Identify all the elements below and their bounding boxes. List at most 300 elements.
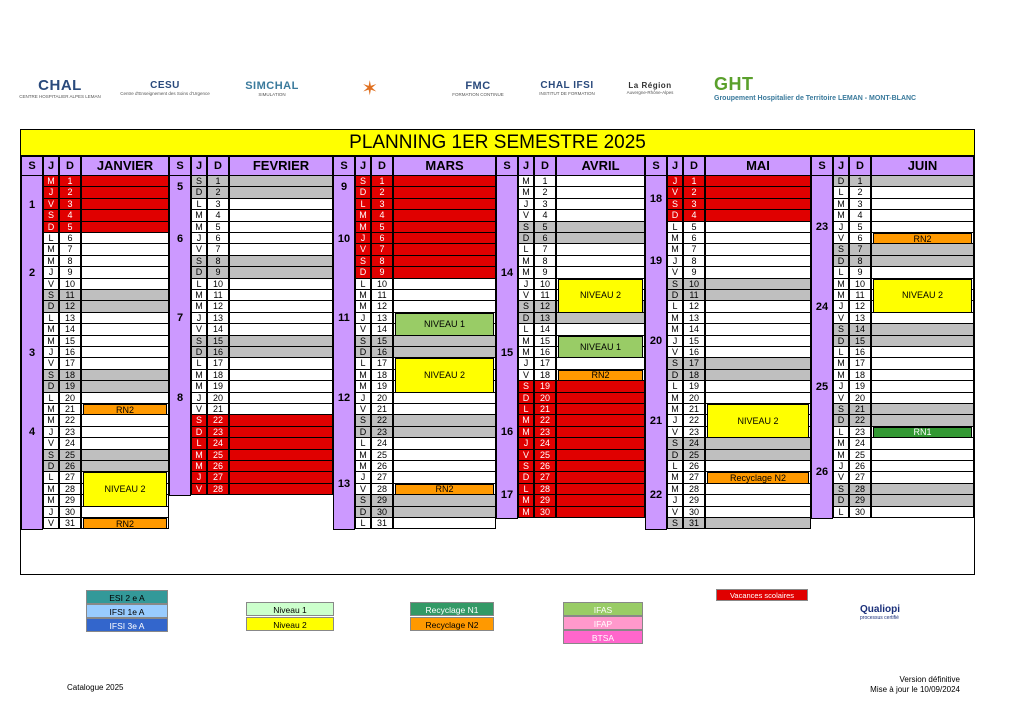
day-slot: [556, 267, 645, 278]
day-number: 19: [207, 381, 229, 392]
day-letter: S: [355, 415, 371, 426]
day-letter: L: [667, 222, 683, 233]
day-slot: [871, 358, 974, 369]
day-slot: [229, 415, 333, 426]
day-number: 13: [59, 313, 81, 324]
day-number: 6: [59, 233, 81, 244]
day-number: 18: [59, 370, 81, 381]
day-number: 15: [534, 336, 556, 347]
event-niveau-2[interactable]: NIVEAU 2: [83, 472, 167, 506]
cesu-logo-text: CESU: [150, 80, 180, 91]
day-number: 5: [59, 222, 81, 233]
day-letter: M: [667, 404, 683, 415]
day-slot: [229, 358, 333, 369]
day-slot: [393, 336, 496, 347]
day-number: 22: [371, 415, 393, 426]
day-slot: [871, 472, 974, 483]
day-letter: L: [355, 279, 371, 290]
star-logo: [350, 66, 390, 110]
day-slot: [871, 507, 974, 518]
ght-logo-sub: Groupement Hospitalier de Territoire LEMAN - MONT-BLANC: [714, 95, 917, 102]
day-number: 28: [534, 484, 556, 495]
month-block-avril: [496, 156, 645, 575]
day-slot: [556, 210, 645, 221]
day-number: 30: [371, 507, 393, 518]
day-number: 22: [534, 415, 556, 426]
week-cell: 15: [496, 313, 518, 393]
day-letter: M: [355, 461, 371, 472]
day-letter: L: [191, 279, 207, 290]
event-rn1[interactable]: RN1: [873, 427, 972, 438]
day-slot: [81, 267, 169, 278]
day-slot: [556, 381, 645, 392]
day-slot: [393, 507, 496, 518]
day-number: 6: [534, 233, 556, 244]
day-number: 15: [683, 336, 705, 347]
week-cell: 17: [496, 472, 518, 518]
legend-niveau1-label: Niveau 1: [273, 605, 307, 615]
day-slot: [229, 461, 333, 472]
day-slot: [229, 438, 333, 449]
ght-logo-text: GHT: [714, 74, 754, 94]
day-letter: D: [43, 301, 59, 312]
day-letter: J: [191, 393, 207, 404]
header-week: S: [333, 156, 355, 176]
day-letter: S: [355, 495, 371, 506]
day-number: 26: [849, 461, 871, 472]
day-number: 11: [534, 290, 556, 301]
day-slot: [229, 393, 333, 404]
day-number: 10: [207, 279, 229, 290]
day-number: 11: [207, 290, 229, 301]
day-slot: [556, 187, 645, 198]
week-cell: 25: [811, 347, 833, 427]
day-slot: [81, 244, 169, 255]
day-letter: L: [833, 187, 849, 198]
day-letter: M: [43, 415, 59, 426]
day-number: 28: [849, 484, 871, 495]
header-day-number: D: [849, 156, 871, 176]
day-letter: V: [191, 404, 207, 415]
day-slot: [705, 438, 811, 449]
day-slot: [393, 199, 496, 210]
day-number: 30: [849, 507, 871, 518]
day-letter: V: [518, 370, 534, 381]
day-letter: M: [43, 256, 59, 267]
day-letter: M: [667, 313, 683, 324]
event-niveau-2[interactable]: NIVEAU 2: [873, 279, 972, 313]
day-letter: M: [43, 404, 59, 415]
day-number: 24: [207, 438, 229, 449]
day-slot: [871, 313, 974, 324]
event-niveau-2[interactable]: NIVEAU 2: [558, 279, 643, 313]
day-slot: [871, 176, 974, 187]
day-letter: L: [43, 233, 59, 244]
day-number: 27: [849, 472, 871, 483]
day-slot: [556, 427, 645, 438]
chal-logo-sub: CENTRE HOSPITALIER ALPES LEMAN: [19, 94, 101, 99]
day-letter: D: [833, 176, 849, 187]
week-cell: 3: [21, 313, 43, 393]
day-number: 21: [59, 404, 81, 415]
day-slot: [81, 336, 169, 347]
week-cell: 22: [645, 461, 667, 529]
day-number: 5: [849, 222, 871, 233]
day-letter: M: [355, 290, 371, 301]
day-slot: [81, 313, 169, 324]
month-block-janvier: [21, 156, 169, 575]
day-letter: J: [355, 393, 371, 404]
day-number: 3: [207, 199, 229, 210]
day-letter: J: [43, 427, 59, 438]
day-letter: L: [833, 507, 849, 518]
legend-recyclage2: [410, 617, 494, 631]
day-number: 2: [207, 187, 229, 198]
day-letter: M: [191, 222, 207, 233]
legend-ifsi1: [86, 604, 168, 618]
day-letter: J: [667, 256, 683, 267]
day-letter: L: [355, 438, 371, 449]
day-slot: [705, 450, 811, 461]
event-niveau-2[interactable]: NIVEAU 2: [707, 404, 809, 438]
legend-recyclage1-label: Recyclage N1: [425, 605, 479, 615]
day-letter: D: [191, 187, 207, 198]
ifsi-logo-text: CHAL IFSI: [540, 80, 594, 91]
chal-logo-text: CHAL: [38, 77, 82, 94]
day-slot: [871, 256, 974, 267]
day-slot: [705, 256, 811, 267]
day-slot: [556, 495, 645, 506]
day-number: 22: [683, 415, 705, 426]
week-cell: 14: [496, 233, 518, 313]
day-number: 16: [683, 347, 705, 358]
event-rn2[interactable]: RN2: [83, 518, 167, 529]
day-slot: [81, 222, 169, 233]
header-day-number: D: [371, 156, 393, 176]
day-letter: J: [355, 472, 371, 483]
day-number: 14: [207, 324, 229, 335]
event-rn2[interactable]: RN2: [558, 370, 643, 381]
day-number: 28: [371, 484, 393, 495]
day-slot: [81, 187, 169, 198]
day-number: 20: [371, 393, 393, 404]
day-slot: [556, 222, 645, 233]
day-slot: [81, 461, 169, 472]
simchal-logo-sub: SIMULATION: [258, 91, 286, 97]
day-letter: M: [518, 187, 534, 198]
day-number: 1: [207, 176, 229, 187]
day-slot: [229, 176, 333, 187]
day-number: 19: [371, 381, 393, 392]
day-slot: [871, 461, 974, 472]
day-number: 24: [534, 438, 556, 449]
day-number: 14: [59, 324, 81, 335]
day-letter: V: [43, 358, 59, 369]
day-letter: L: [191, 199, 207, 210]
day-slot: [81, 290, 169, 301]
day-number: 22: [59, 415, 81, 426]
day-slot: [705, 336, 811, 347]
day-slot: [229, 450, 333, 461]
day-number: 20: [683, 393, 705, 404]
day-slot: [556, 461, 645, 472]
day-letter: S: [191, 256, 207, 267]
day-number: 11: [849, 290, 871, 301]
week-column-bottom: [811, 518, 833, 519]
day-number: 8: [849, 256, 871, 267]
day-slot: [81, 438, 169, 449]
week-cell: 23: [811, 187, 833, 267]
day-number: 25: [683, 450, 705, 461]
day-letter: D: [667, 210, 683, 221]
day-slot: [229, 472, 333, 483]
day-number: 1: [59, 176, 81, 187]
day-number: 4: [683, 210, 705, 221]
event-niveau-2[interactable]: NIVEAU 2: [395, 358, 494, 392]
day-letter: J: [833, 222, 849, 233]
day-letter: V: [191, 484, 207, 495]
day-slot: [705, 495, 811, 506]
day-slot: [393, 233, 496, 244]
day-number: 11: [59, 290, 81, 301]
day-number: 3: [683, 199, 705, 210]
event-niveau-1[interactable]: NIVEAU 1: [395, 313, 494, 336]
day-slot: [871, 484, 974, 495]
day-number: 18: [849, 370, 871, 381]
day-letter: D: [355, 507, 371, 518]
day-number: 26: [59, 461, 81, 472]
simchal-logo: [232, 66, 312, 110]
day-letter: M: [518, 256, 534, 267]
day-letter: V: [518, 210, 534, 221]
day-slot: [705, 279, 811, 290]
day-number: 14: [683, 324, 705, 335]
event-rn2[interactable]: RN2: [395, 484, 494, 495]
cesu-logo-sub: Centre d'Enseignement des Soins d'Urgence: [120, 91, 210, 96]
day-slot: [705, 233, 811, 244]
day-slot: [229, 313, 333, 324]
day-slot: [705, 244, 811, 255]
day-number: 22: [849, 415, 871, 426]
week-column-bottom: [645, 529, 667, 530]
day-slot: [229, 210, 333, 221]
day-number: 13: [371, 313, 393, 324]
day-slot: [705, 313, 811, 324]
day-letter: V: [667, 427, 683, 438]
day-slot: [81, 393, 169, 404]
day-slot: [705, 290, 811, 301]
week-cell: [811, 176, 833, 187]
event-recyclage-n2[interactable]: Recyclage N2: [707, 472, 809, 483]
day-number: 8: [683, 256, 705, 267]
day-letter: J: [43, 267, 59, 278]
day-number: 19: [59, 381, 81, 392]
day-letter: M: [355, 210, 371, 221]
day-letter: V: [355, 324, 371, 335]
day-letter: S: [833, 244, 849, 255]
day-number: 4: [59, 210, 81, 221]
day-slot: [705, 484, 811, 495]
day-number: 16: [207, 347, 229, 358]
planning-table: [20, 129, 975, 575]
legend-esi: [86, 590, 168, 604]
day-slot: [556, 438, 645, 449]
day-letter: M: [518, 176, 534, 187]
day-slot: [393, 267, 496, 278]
week-cell: [21, 472, 43, 529]
day-letter: J: [355, 313, 371, 324]
event-niveau-1[interactable]: NIVEAU 1: [558, 336, 643, 359]
day-number: 12: [534, 301, 556, 312]
day-slot: [705, 222, 811, 233]
day-slot: [871, 199, 974, 210]
week-cell: 7: [169, 279, 191, 359]
day-letter: S: [43, 210, 59, 221]
day-slot: [393, 347, 496, 358]
week-cell: 11: [333, 279, 355, 359]
day-number: 3: [371, 199, 393, 210]
day-letter: S: [667, 279, 683, 290]
day-slot: [556, 450, 645, 461]
day-letter: M: [355, 222, 371, 233]
day-slot: [81, 233, 169, 244]
day-number: 24: [849, 438, 871, 449]
day-slot: [393, 393, 496, 404]
day-letter: S: [667, 199, 683, 210]
day-number: 1: [849, 176, 871, 187]
header-week: S: [811, 156, 833, 176]
month-block-fevrier: [169, 156, 333, 575]
day-slot: [705, 393, 811, 404]
day-letter: L: [667, 301, 683, 312]
day-letter: V: [667, 507, 683, 518]
day-letter: M: [518, 347, 534, 358]
day-slot: [81, 256, 169, 267]
month-block-mai: [645, 156, 811, 575]
day-slot: [229, 370, 333, 381]
day-letter: M: [667, 484, 683, 495]
day-slot: [705, 199, 811, 210]
fmc-logo: [438, 66, 518, 110]
day-letter: V: [191, 244, 207, 255]
day-slot: [556, 472, 645, 483]
day-number: 16: [534, 347, 556, 358]
week-cell: 2: [21, 233, 43, 313]
week-cell: 6: [169, 199, 191, 279]
chal-logo: [20, 66, 100, 110]
legend-ifap: [563, 616, 643, 630]
day-letter: V: [667, 347, 683, 358]
event-rn2[interactable]: RN2: [83, 404, 167, 415]
day-slot: [81, 450, 169, 461]
day-number: 8: [371, 256, 393, 267]
day-number: 15: [371, 336, 393, 347]
legend-niveau2: [246, 617, 334, 631]
qualiopi-sub: processus certifié: [860, 615, 899, 621]
day-slot: [81, 381, 169, 392]
day-number: 21: [683, 404, 705, 415]
day-number: 17: [371, 358, 393, 369]
day-number: 20: [849, 393, 871, 404]
day-number: 20: [207, 393, 229, 404]
day-number: 21: [371, 404, 393, 415]
day-number: 11: [683, 290, 705, 301]
day-slot: [229, 427, 333, 438]
legend-ifas: [563, 602, 643, 616]
day-letter: V: [667, 267, 683, 278]
day-slot: [556, 176, 645, 187]
day-letter: L: [833, 347, 849, 358]
event-rn2[interactable]: RN2: [873, 233, 972, 244]
day-letter: S: [191, 336, 207, 347]
day-slot: [393, 244, 496, 255]
day-letter: M: [191, 450, 207, 461]
day-slot: [871, 393, 974, 404]
day-slot: [81, 301, 169, 312]
day-number: 26: [683, 461, 705, 472]
day-letter: D: [43, 461, 59, 472]
day-letter: D: [355, 267, 371, 278]
day-number: 18: [534, 370, 556, 381]
day-number: 14: [371, 324, 393, 335]
day-number: 20: [534, 393, 556, 404]
header-day-letter: J: [667, 156, 683, 176]
day-letter: M: [833, 199, 849, 210]
day-letter: J: [667, 176, 683, 187]
day-slot: [556, 233, 645, 244]
day-letter: J: [518, 199, 534, 210]
legend-recyclage2-label: Recyclage N2: [425, 620, 479, 630]
day-number: 27: [534, 472, 556, 483]
day-letter: M: [833, 290, 849, 301]
fmc-logo-sub: FORMATION CONTINUE: [452, 91, 504, 97]
day-letter: M: [355, 381, 371, 392]
day-slot: [81, 279, 169, 290]
day-slot: [393, 427, 496, 438]
day-number: 29: [849, 495, 871, 506]
day-number: 23: [534, 427, 556, 438]
header-day-number: D: [207, 156, 229, 176]
day-letter: S: [518, 461, 534, 472]
day-number: 3: [534, 199, 556, 210]
day-letter: M: [518, 507, 534, 518]
day-letter: L: [43, 393, 59, 404]
day-number: 7: [207, 244, 229, 255]
day-number: 7: [534, 244, 556, 255]
legend-ifsi3: [86, 618, 168, 632]
week-cell: 18: [645, 176, 667, 222]
day-slot: [393, 176, 496, 187]
legend-btsa: [563, 630, 643, 644]
day-letter: V: [355, 404, 371, 415]
day-slot: [393, 438, 496, 449]
day-letter: S: [667, 438, 683, 449]
logo-strip: [20, 66, 980, 110]
day-slot: [393, 450, 496, 461]
day-number: 7: [683, 244, 705, 255]
day-number: 17: [59, 358, 81, 369]
day-number: 9: [849, 267, 871, 278]
day-slot: [81, 176, 169, 187]
month-header: FEVRIER: [229, 156, 333, 176]
day-letter: J: [518, 279, 534, 290]
day-slot: [705, 176, 811, 187]
day-slot: [229, 381, 333, 392]
day-number: 17: [207, 358, 229, 369]
day-letter: V: [518, 290, 534, 301]
day-number: 12: [849, 301, 871, 312]
day-slot: [229, 187, 333, 198]
